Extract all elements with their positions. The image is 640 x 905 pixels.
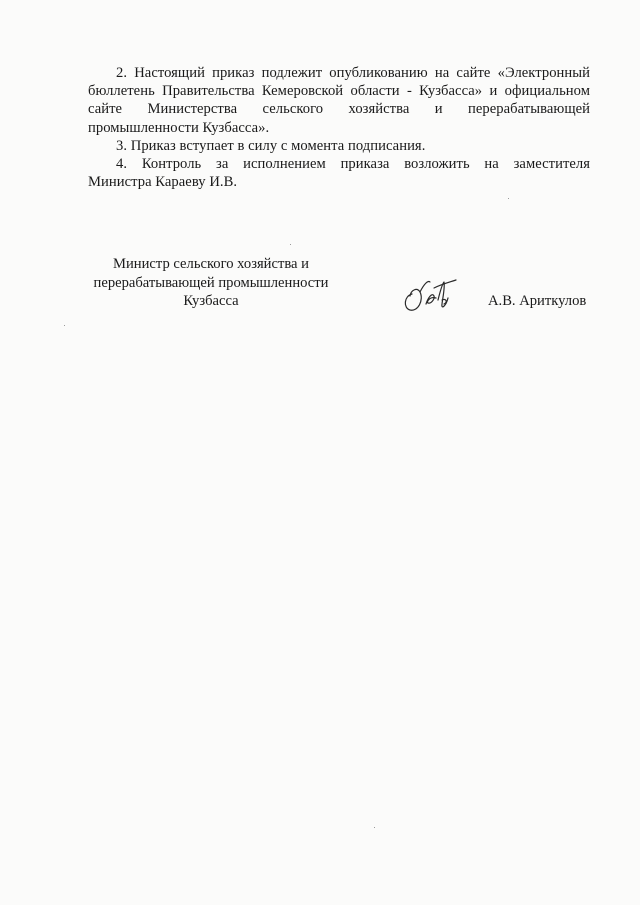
paragraph-3 (88, 137, 590, 155)
signatory-title-line-2: перерабатывающей промышленности (93, 274, 329, 291)
signatory-title (88, 255, 334, 311)
scan-speck (508, 198, 509, 199)
paragraph-4-line-2: Министра Караеву И.В. (88, 174, 238, 191)
paragraph-4 (88, 155, 590, 191)
scan-speck (290, 244, 291, 245)
scan-speck (64, 325, 65, 326)
paragraph-2-line-3: сайте Министерства сельского хозяйства и перерабатывающей (88, 101, 590, 118)
signer-name: А.В. Ариткулов (488, 293, 587, 309)
handwritten-signature-icon (398, 270, 466, 314)
scan-speck (374, 827, 375, 828)
paragraph-2 (88, 64, 590, 137)
paragraph-2-line-4: промышленности Кузбасса». (88, 119, 270, 136)
paragraph-2-line-2: бюллетень Правительства Кемеровской области - Кузбасса» и официальном (88, 83, 590, 100)
paragraph-2-line-1: 2. Настоящий приказ подлежит опубликованию на сайте «Электронный (116, 65, 590, 81)
order-body-text (88, 64, 590, 191)
signatory-title-line-3: Кузбасса (183, 293, 239, 310)
signatory-title-line-1: Министр сельского хозяйства и (113, 256, 309, 272)
paragraph-3-line-1: 3. Приказ вступает в силу с момента подписания. (116, 137, 426, 154)
paragraph-4-line-1: 4. Контроль за исполнением приказа возложить на заместителя (116, 156, 590, 173)
